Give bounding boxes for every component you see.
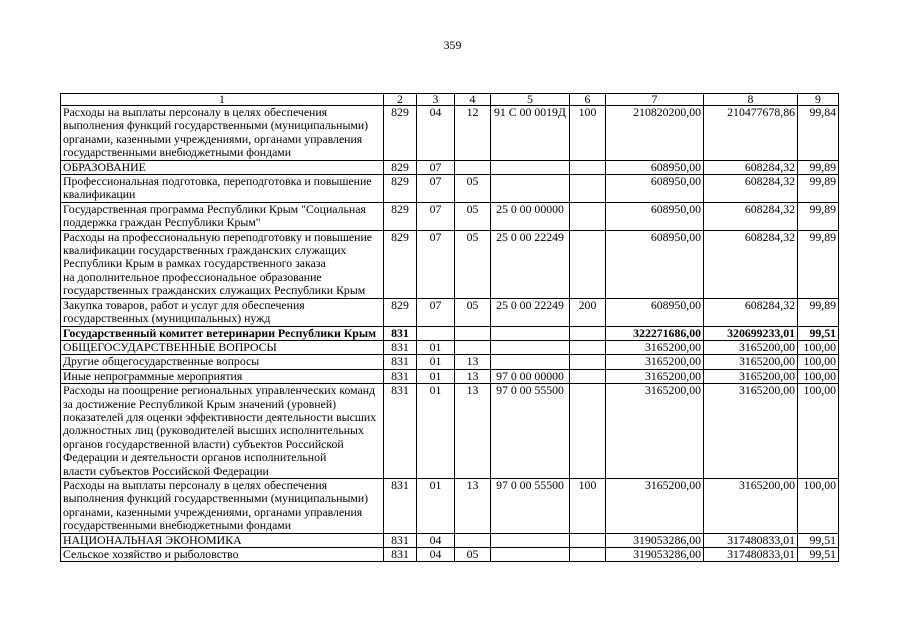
- table-cell-col-5: 91 С 00 0019Д: [491, 106, 570, 161]
- table-cell-col-6: [570, 340, 606, 354]
- table-cell-col-9: 99,84: [798, 106, 839, 161]
- table-cell-col-4: 05: [455, 298, 491, 326]
- table-cell-col-6: [570, 160, 606, 174]
- table-cell-col-8: 608284,32: [704, 202, 798, 230]
- description-line: за достижение Республикой Крым значений (уровней): [63, 396, 337, 411]
- description-line: Профессиональная подготовка, переподготовка и повышение: [63, 174, 372, 189]
- table-cell-col-4: 05: [455, 175, 491, 203]
- table-cell-col-6: [570, 175, 606, 203]
- table-row: [61, 369, 839, 383]
- description-line: Федерации и деятельности органов исполнительной: [63, 450, 327, 465]
- table-cell-col-6: 100: [570, 478, 606, 533]
- description-line: ОБРАЗОВАНИЕ: [63, 160, 146, 174]
- table-cell-col-4: 13: [455, 369, 491, 383]
- table-cell-col-4: 13: [455, 384, 491, 479]
- description-line: выполнения функций государственными (муниципальными): [63, 491, 369, 506]
- table-row: [61, 384, 839, 479]
- table-cell-col-5: [491, 326, 570, 340]
- table-row: [61, 548, 839, 562]
- report-table: [60, 93, 839, 562]
- table-cell-col-3: 07: [417, 202, 455, 230]
- description-line: Расходы на выплаты персоналу в целях обеспечения: [63, 105, 328, 119]
- row-description-cell: [61, 355, 384, 369]
- table-cell-col-2: 829: [384, 160, 417, 174]
- description-line: государственных гражданских служащих Республики Крым: [63, 283, 366, 298]
- row-description-cell: [61, 384, 384, 479]
- row-description-cell: [61, 175, 384, 203]
- table-cell-col-5: 97 0 00 55500: [491, 384, 570, 479]
- table-cell-col-8: 210477678,86: [704, 106, 798, 161]
- description-line: государственными внебюджетными фондами: [63, 145, 292, 160]
- table-cell-col-8: 608284,32: [704, 175, 798, 203]
- table-cell-col-4: 05: [455, 548, 491, 562]
- table-cell-col-5: 25 0 00 22249: [491, 298, 570, 326]
- table-cell-col-2: 829: [384, 298, 417, 326]
- description-line: государственными внебюджетными фондами: [63, 518, 292, 533]
- table-cell-col-9: 99,51: [798, 548, 839, 562]
- table-row: [61, 355, 839, 369]
- table-cell-col-6: 200: [570, 298, 606, 326]
- table-cell-col-2: 829: [384, 175, 417, 203]
- table-cell-col-9: 99,89: [798, 175, 839, 203]
- table-cell-col-2: 831: [384, 533, 417, 547]
- table-cell-col-2: 831: [384, 369, 417, 383]
- table-cell-col-3: 01: [417, 355, 455, 369]
- table-cell-col-3: 01: [417, 340, 455, 354]
- row-description-cell: [61, 533, 384, 547]
- table-row: [61, 230, 839, 298]
- table-row: [61, 326, 839, 340]
- table-cell-col-8: 3165200,00: [704, 355, 798, 369]
- table-cell-col-6: [570, 355, 606, 369]
- table-cell-col-3: 07: [417, 175, 455, 203]
- header-cell-col-3: 3: [417, 94, 455, 106]
- table-cell-col-9: 99,89: [798, 160, 839, 174]
- table-cell-col-4: 05: [455, 202, 491, 230]
- table-cell-col-3: 07: [417, 298, 455, 326]
- description-line: Другие общегосударственные вопросы: [63, 354, 260, 369]
- table-cell-col-2: 831: [384, 478, 417, 533]
- table-cell-col-8: 3165200,00: [704, 384, 798, 479]
- table-cell-col-5: [491, 160, 570, 174]
- table-cell-col-6: [570, 533, 606, 547]
- table-cell-col-3: 01: [417, 384, 455, 479]
- table-cell-col-6: [570, 369, 606, 383]
- header-cell-col-1: 1: [61, 94, 384, 106]
- header-cell-col-9: 9: [798, 94, 839, 106]
- table-cell-col-7: 322271686,00: [606, 326, 704, 340]
- table-cell-col-5: [491, 533, 570, 547]
- table-cell-col-8: 608284,32: [704, 230, 798, 298]
- table-cell-col-9: 100,00: [798, 369, 839, 383]
- row-description-cell: [61, 298, 384, 326]
- table-row: [61, 298, 839, 326]
- table-cell-col-3: 04: [417, 106, 455, 161]
- table-cell-col-7: 3165200,00: [606, 355, 704, 369]
- table-cell-col-5: 25 0 00 00000: [491, 202, 570, 230]
- table-cell-col-4: [455, 340, 491, 354]
- description-line: показателей для оценки эффективности деятельности высших: [63, 409, 377, 424]
- table-cell-col-2: 829: [384, 230, 417, 298]
- table-cell-col-6: [570, 326, 606, 340]
- header-cell-col-7: 7: [606, 94, 704, 106]
- table-cell-col-3: [417, 326, 455, 340]
- table-cell-col-8: 317480833,01: [704, 533, 798, 547]
- table-cell-col-2: 831: [384, 548, 417, 562]
- table-cell-col-4: 13: [455, 355, 491, 369]
- description-line: Иные непрограммные мероприятия: [63, 369, 243, 383]
- description-line: Расходы на профессиональную переподготовку и повышение: [63, 230, 372, 244]
- description-line: Республики Крым в рамках государственного заказа: [63, 256, 326, 271]
- table-cell-col-2: 831: [384, 340, 417, 354]
- table-header: [61, 94, 839, 106]
- table-cell-col-7: 319053286,00: [606, 548, 704, 562]
- row-description-cell: [61, 478, 384, 533]
- table-cell-col-7: 210820200,00: [606, 106, 704, 161]
- table-row: [61, 202, 839, 230]
- description-line: выполнения функций государственными (муниципальными): [63, 118, 369, 133]
- table-cell-col-7: 319053286,00: [606, 533, 704, 547]
- table-cell-col-5: 97 0 00 55500: [491, 478, 570, 533]
- table-cell-col-7: 608950,00: [606, 160, 704, 174]
- table-row: [61, 340, 839, 354]
- row-description-cell: [61, 160, 384, 174]
- table-cell-col-6: [570, 230, 606, 298]
- table-row: [61, 175, 839, 203]
- row-description-cell: [61, 369, 384, 383]
- table-cell-col-7: 608950,00: [606, 298, 704, 326]
- table-cell-col-2: 829: [384, 202, 417, 230]
- table-cell-col-3: 01: [417, 369, 455, 383]
- table-cell-col-9: 100,00: [798, 384, 839, 479]
- table-cell-col-7: 608950,00: [606, 202, 704, 230]
- table-cell-col-5: 25 0 00 22249: [491, 230, 570, 298]
- table-cell-col-2: 829: [384, 106, 417, 161]
- table-cell-col-9: 99,89: [798, 230, 839, 298]
- description-line: органами, казенными учреждениями, органами управления: [63, 504, 363, 519]
- description-line: органами, казенными учреждениями, органами управления: [63, 131, 363, 146]
- table-cell-col-7: 3165200,00: [606, 369, 704, 383]
- description-line: власти субъектов Российской Федерации: [63, 463, 269, 478]
- table-cell-col-9: 99,89: [798, 298, 839, 326]
- table-cell-col-2: 831: [384, 384, 417, 479]
- table-cell-col-8: 320699233,01: [704, 326, 798, 340]
- table-cell-col-3: 01: [417, 478, 455, 533]
- table-cell-col-6: 100: [570, 106, 606, 161]
- header-cell-col-5: 5: [491, 94, 570, 106]
- description-line: государственных (муниципальных) нужд: [63, 311, 271, 326]
- row-description-cell: [61, 202, 384, 230]
- table-cell-col-8: 608284,32: [704, 298, 798, 326]
- description-line: Расходы на выплаты персоналу в целях обеспечения: [63, 478, 328, 492]
- header-row: [61, 94, 839, 106]
- table-cell-col-7: 3165200,00: [606, 340, 704, 354]
- table-cell-col-8: 3165200,00: [704, 478, 798, 533]
- table-cell-col-9: 99,51: [798, 533, 839, 547]
- table-cell-col-6: [570, 202, 606, 230]
- row-description-cell: [61, 230, 384, 298]
- table-cell-col-4: [455, 326, 491, 340]
- table-cell-col-3: 07: [417, 160, 455, 174]
- description-line: НАЦИОНАЛЬНАЯ ЭКОНОМИКА: [63, 533, 242, 547]
- description-line: квалификации: [63, 187, 136, 202]
- description-line: на дополнительное профессиональное образование: [63, 269, 322, 284]
- table-cell-col-4: [455, 160, 491, 174]
- description-line: Государственная программа Республики Крым "Социальная: [63, 202, 366, 216]
- table-row: [61, 106, 839, 161]
- header-cell-col-2: 2: [384, 94, 417, 106]
- table-body: [61, 106, 839, 562]
- table-cell-col-7: 608950,00: [606, 175, 704, 203]
- description-line: Государственный комитет ветеринарии Республики Крым: [63, 326, 377, 340]
- table-cell-col-5: [491, 355, 570, 369]
- table-cell-col-4: 12: [455, 106, 491, 161]
- table-row: [61, 160, 839, 174]
- header-cell-col-8: 8: [704, 94, 798, 106]
- description-line: ОБЩЕГОСУДАРСТВЕННЫЕ ВОПРОСЫ: [63, 340, 277, 354]
- table-cell-col-8: 317480833,01: [704, 548, 798, 562]
- row-description-cell: [61, 340, 384, 354]
- table-cell-col-7: 608950,00: [606, 230, 704, 298]
- row-description-cell: [61, 326, 384, 340]
- table-cell-col-2: 831: [384, 326, 417, 340]
- description-line: квалификации государственных гражданских служащих: [63, 243, 347, 258]
- table-cell-col-8: 608284,32: [704, 160, 798, 174]
- table-cell-col-8: 3165200,00: [704, 369, 798, 383]
- table-cell-col-9: 100,00: [798, 340, 839, 354]
- description-line: Расходы на поощрение региональных управленческих команд: [63, 383, 376, 398]
- table-cell-col-6: [570, 548, 606, 562]
- header-cell-col-6: 6: [570, 94, 606, 106]
- row-description-cell: [61, 548, 384, 562]
- table-cell-col-4: 13: [455, 478, 491, 533]
- table-cell-col-3: 04: [417, 533, 455, 547]
- header-cell-col-4: 4: [455, 94, 491, 106]
- table-cell-col-6: [570, 384, 606, 479]
- table-cell-col-9: 99,89: [798, 202, 839, 230]
- description-line: органов государственной власти) субъектов Российской: [63, 436, 344, 451]
- table-cell-col-7: 3165200,00: [606, 384, 704, 479]
- table-cell-col-5: [491, 548, 570, 562]
- page-number: 359: [443, 38, 462, 52]
- table-cell-col-7: 3165200,00: [606, 478, 704, 533]
- row-description-cell: [61, 106, 384, 161]
- table-cell-col-3: 04: [417, 548, 455, 562]
- table-cell-col-4: [455, 533, 491, 547]
- table-cell-col-2: 831: [384, 355, 417, 369]
- description-line: должностных лиц (руководителей высших исполнительных: [63, 423, 364, 438]
- description-line: поддержка граждан Республики Крым": [63, 215, 261, 230]
- table-cell-col-9: 100,00: [798, 355, 839, 369]
- table-cell-col-5: [491, 340, 570, 354]
- table-cell-col-4: 05: [455, 230, 491, 298]
- table-cell-col-5: 97 0 00 00000: [491, 369, 570, 383]
- table-cell-col-9: 99,51: [798, 326, 839, 340]
- description-line: Закупка товаров, работ и услуг для обеспечения: [63, 298, 305, 312]
- description-line: Сельское хозяйство и рыболовство: [63, 547, 239, 561]
- table-cell-col-8: 3165200,00: [704, 340, 798, 354]
- table-cell-col-9: 100,00: [798, 478, 839, 533]
- table-cell-col-5: [491, 175, 570, 203]
- table-cell-col-3: 07: [417, 230, 455, 298]
- table-row: [61, 533, 839, 547]
- table-row: [61, 478, 839, 533]
